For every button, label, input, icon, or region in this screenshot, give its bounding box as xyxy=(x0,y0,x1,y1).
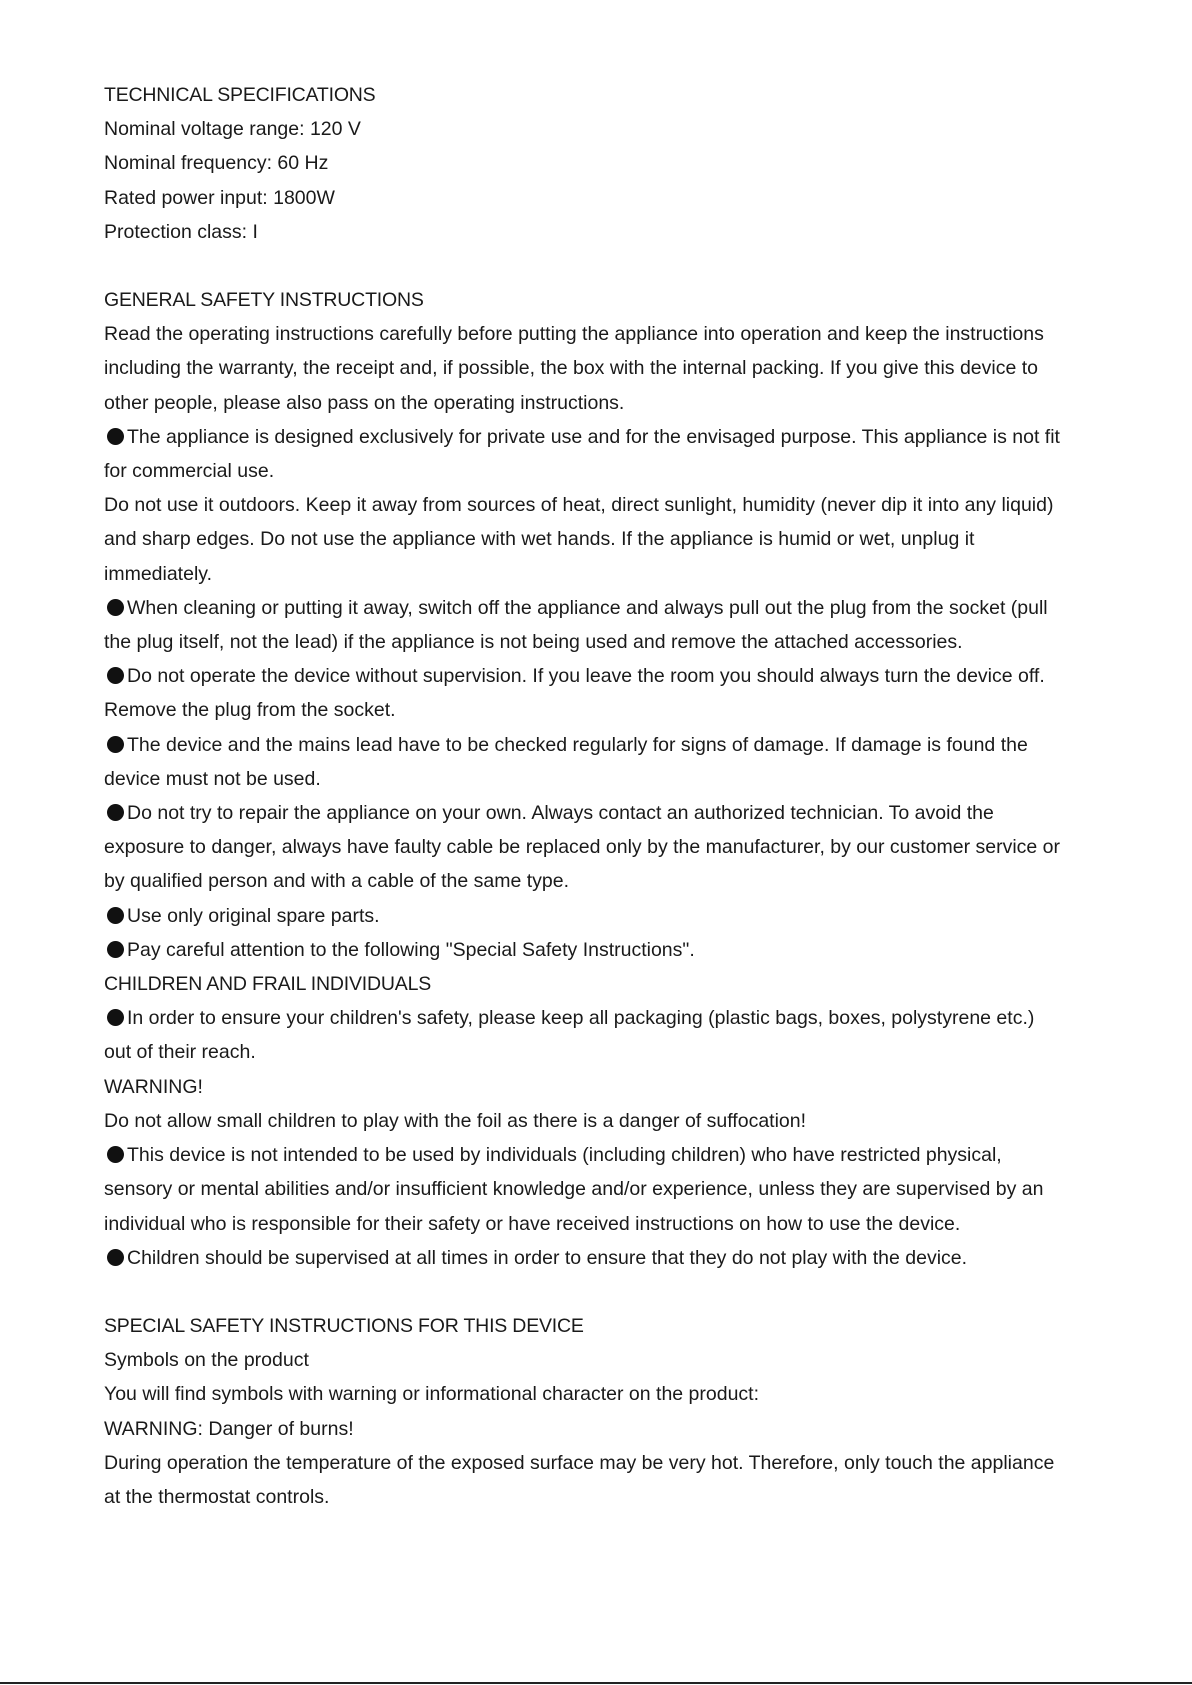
burn-warning-label: WARNING: Danger of burns! xyxy=(104,1417,354,1440)
children-warning-label: WARNING! xyxy=(104,1075,203,1098)
bullet-text: The device and the mains lead have to be checked regularly for signs of damage. If damage is found the device must not be used. xyxy=(104,733,1028,790)
bullet-icon xyxy=(107,667,124,684)
section-gap xyxy=(104,1275,1064,1309)
spec-frequency: Nominal frequency: 60 Hz xyxy=(104,152,329,175)
symbols-subheading: Symbols on the product xyxy=(104,1349,309,1372)
general-bullet-special-attention xyxy=(104,933,1064,967)
bullet-icon xyxy=(107,599,124,616)
document-page xyxy=(104,78,1064,1514)
children-bullet-restricted-abilities xyxy=(104,1138,1064,1241)
bullet-icon xyxy=(107,1009,124,1026)
bullet-icon xyxy=(107,907,124,924)
general-bullet-spare-parts xyxy=(104,899,1064,933)
bullet-icon xyxy=(107,1249,124,1266)
bullet-text: When cleaning or putting it away, switch off the appliance and always pull out the plug from the socket (pull the plug itself, not the lead) if the appliance is not being used and remove the attached accessories. xyxy=(104,596,1048,654)
special-safety-heading: SPECIAL SAFETY INSTRUCTIONS FOR THIS DEVICE xyxy=(104,1314,584,1337)
bullet-text: The appliance is designed exclusively for private use and for the envisaged purpose. This appliance is not fit for commercial use. xyxy=(104,425,1060,483)
bullet-text: In order to ensure your children's safety, please keep all packaging (plastic bags, boxes, polystyrene etc.) out of their reach. xyxy=(104,1007,1035,1064)
bullet-text: Children should be supervised at all times in order to ensure that they do not play with the device. xyxy=(127,1246,968,1269)
general-outdoor-paragraph: Do not use it outdoors. Keep it away from sources of heat, direct sunlight, humidity (never dip it into any liquid) and sharp edges. Do not use the appliance with wet hands. If the appliance is humid or wet, unplug it immediately. xyxy=(104,494,1054,585)
bullet-text: Pay careful attention to the following "Special Safety Instructions". xyxy=(127,938,695,961)
tech-specs-heading: TECHNICAL SPECIFICATIONS xyxy=(104,84,376,106)
bullet-icon xyxy=(107,1146,124,1163)
general-intro-paragraph: Read the operating instructions carefully before putting the appliance into operation and keep the instructions including the warranty, the receipt and, if possible, the box with the internal packing. If you give this device to other people, please also pass on the operating instructions. xyxy=(104,323,1044,414)
general-bullet-repair xyxy=(104,796,1064,899)
burn-warning-text: During operation the temperature of the exposed surface may be very hot. Therefore, only touch the appliance at the thermostat controls. xyxy=(104,1451,1055,1508)
children-warning-text: Do not allow small children to play with the foil as there is a danger of suffocation! xyxy=(104,1109,807,1132)
bullet-icon xyxy=(107,804,124,821)
general-bullet-private-use xyxy=(104,420,1064,488)
children-heading: CHILDREN AND FRAIL INDIVIDUALS xyxy=(104,973,432,996)
bullet-text: Do not operate the device without supervision. If you leave the room you should always turn the device off. Remove the plug from the socket. xyxy=(104,665,1045,722)
bullet-text: Use only original spare parts. xyxy=(127,904,380,927)
bullet-icon xyxy=(107,941,124,958)
bullet-text: Do not try to repair the appliance on your own. Always contact an authorized technician. To avoid the exposure to danger, always have faulty cable be replaced only by the manufacturer, by our customer service or by qualified person and with a cable of the same type. xyxy=(104,802,1061,893)
bullet-icon xyxy=(107,428,124,445)
spec-power: Rated power input: 1800W xyxy=(104,186,335,209)
general-safety-heading: GENERAL SAFETY INSTRUCTIONS xyxy=(104,289,424,312)
symbols-intro-line: You will find symbols with warning or informational character on the product: xyxy=(104,1383,760,1406)
spec-protection-class: Protection class: I xyxy=(104,220,258,243)
bullet-icon xyxy=(107,736,124,753)
spec-voltage: Nominal voltage range: 120 V xyxy=(104,118,361,141)
general-bullet-supervision xyxy=(104,659,1064,727)
page-bottom-rule xyxy=(0,1682,1192,1684)
children-bullet-packaging xyxy=(104,1001,1064,1069)
children-bullet-supervised xyxy=(104,1241,1064,1275)
general-bullet-damage-check xyxy=(104,728,1064,796)
general-bullet-cleaning xyxy=(104,591,1064,659)
section-gap xyxy=(104,249,1064,283)
bullet-text: This device is not intended to be used by individuals (including children) who have restricted physical, sensory or mental abilities and/or insufficient knowledge and/or experience, unless they are supervised by an individual who is responsible for their safety or have received instructions on how to use the device. xyxy=(104,1144,1044,1235)
